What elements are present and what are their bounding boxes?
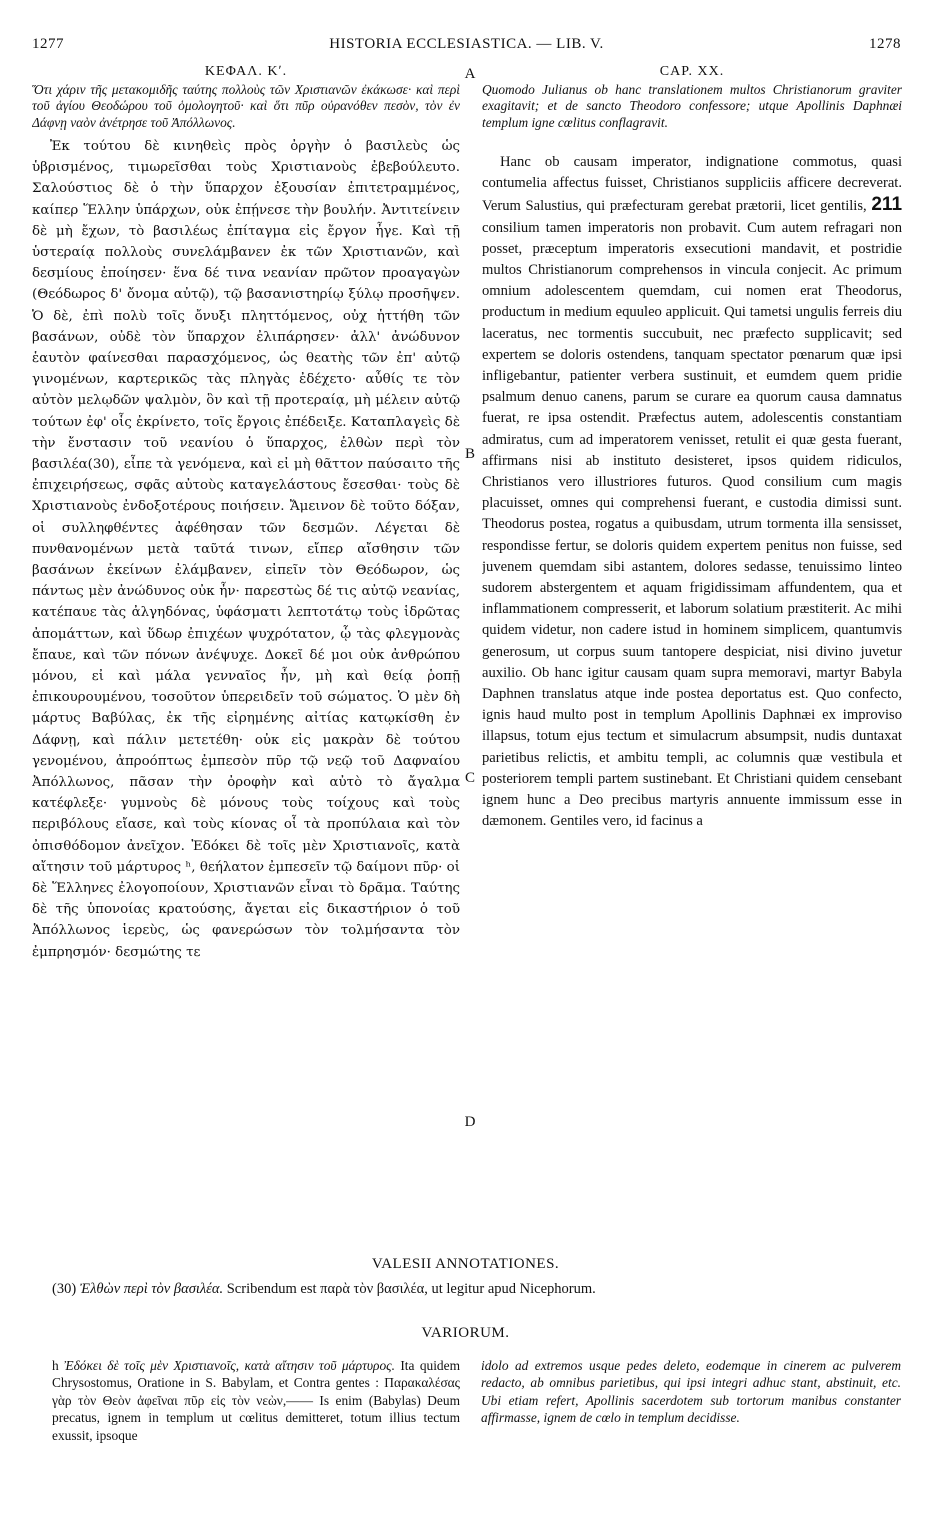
latin-column — [482, 62, 902, 1233]
greek-chapter-heading: ΚΕΦΑΛ. Κʹ. — [204, 64, 288, 79]
page-number-right: 1278 — [869, 36, 901, 52]
margin-letter-d: D — [464, 1114, 476, 1130]
greek-chapter-summary: Ὅτι χάριν τῆς μετακομιδῆς ταύτης πολλοὺς τῶν Χριστιανῶν ἐκάκωσε· καὶ περὶ τοῦ ἁγίου Θεοδώρου τοῦ ὁμολογητοῦ· καὶ ὅτι πῦρ οὐρανόθεν πεσὸν, τὸν ἐν Δάφνῃ ναὸν ἀνέτρησε τοῦ Ἀπόλλωνος. — [32, 82, 460, 130]
latin-text-part-2: consilium tamen imperatoris non probavit. Cum autem refragari non posset, præceptum imperatoris exsecutioni mandavit, et postridie multos Christianorum comprehensos in vincula conjecit. Ac primum omnium adolescentem quemdam, cui nomen erat Theodorus, productum in medium equuleo applicuit. Qui tametsi ungulis ferreis diu laceratus, nec tormentis succubuit, nec præfecto supplicavit; sed expertem se doloris ostendens, tanquam spectator pœnarum quæ ipsi infligebantur, patienter verbera sustinuit, et eumdem quem pridie psalmum denuo canens, parum se curare ea quorum causa damnatus fuerat, re ipsa ostendit. Præfectus autem, adolescentis constantiam admiratus, cum ad imperatorem venisset, retulit ei quæ gesta fuerant, affirmans nisi ab instituto desisteret, ipsos quidem ridiculos, Christianos vero illustriores futuros. Quod consilium cum magis placuisset, omnes qui comprehensi fuerant, e custodia dimissi sunt. Theodorus postea, rogatus a quibusdam, utrum tormenta illa sensisset, respondisse fertur, se doloris quidem expertem penitus non fuisse, sed juvenem quemdam sibi astantem, dolores sedasse, tenuissimo linteo sudorem abstergentem et aquam frigidissimam affundentem, qua et inflammationem compresserit, et laborum solatium præstiterit. Ac mihi quidem videtur, non cadere istud in hominem simplicem, quantumvis generosum, ut corpus suum tantopere despiciat, nisi divino juvetur auxilio. Ob hanc igitur causam quam supra memoravi, martyr Babyla Daphnen translatus atque inde postea deportatus est. Quo confecto, ignis haud multo post in templum Apollinis Daphnæi ex improviso illapsus, totum ejus tectum et simulacrum absumpsit, nudis duntaxat parietibus relictis, et ambitu templi, ac columnis quæ vestibula et posteriorem templi partem sustinebant. Et Christiani quidem censebant ignem hunc a Deo precibus martyris annuente immissum esse in dæmonem. Gentiles vero, id facinus a — [482, 219, 902, 830]
running-title: HISTORIA ECCLESIASTICA. — LIB. V. — [329, 36, 604, 52]
variorum-note-left — [52, 1357, 460, 1469]
marginal-page-number: 211 — [871, 194, 902, 216]
variorum-note-right: idolo ad extremos usque pedes deleto, eodemque in cinerem ac pulverem redacto, ab omnibus parietibus, qui ipsi integri adhuc stant, abstinuit, etc. Ubi etiam refert, Apollinis sacerdotem sub tortorum manibus constanter affirmasse, ignem de cœlo in templum decidisse. — [481, 1358, 901, 1426]
variorum-note-mark: h — [52, 1358, 59, 1373]
latin-chapter-summary: Quomodo Julianus ob hanc translationem multos Christianorum graviter exagitavit; et de sancto Theodoro confessore; utque Apollinis Daphnæi templum igne cœlitus conflagravit. — [482, 82, 902, 130]
variorum-note-text-left: Ita quidem Chrysostomus, Oratione in S. Babylam, et Contra gentes : Παρακαλέσας γὰρ τὸν Θεὸν ἀφεῖναι πῦρ εἰς τὸν νεὼν,—— Is enim (Babylas) Deum precatus, ignem in templum ut cœlitus demitteret, totum illius tectum exussit, ipsoque — [52, 1358, 460, 1443]
greek-column — [32, 62, 460, 1233]
running-head — [32, 36, 901, 58]
valesii-heading: VALESII ANNOTATIONES. — [371, 1256, 560, 1272]
valesii-note-text: Scribendum est παρὰ τὸν βασιλέα, ut legitur apud Nicephorum. — [226, 1281, 596, 1297]
variorum-note-lemma: Ἐδόκει δὲ τοῖς μὲν Χριστιανοῖς, κατὰ αἴτησιν τοῦ μάρτυρος. — [64, 1358, 395, 1373]
latin-body-text — [482, 152, 902, 833]
valesii-note-lemma: Ἐλθὼν περὶ τὸν βασιλέα. — [79, 1281, 224, 1297]
margin-letter-a: A — [464, 66, 476, 82]
latin-chapter-heading: CAP. XX. — [659, 64, 725, 79]
latin-text-part-1: Hanc ob causam imperator, indignatione commotus, quasi contumelia affectus fuisset, Christianos suppliciis afficere decreverat. Verum Salustius, qui præfecturam gerebat prætorii, licet gentilis, — [482, 153, 902, 215]
margin-letter-b: B — [464, 446, 475, 462]
valesii-note-number: (30) — [52, 1281, 77, 1297]
greek-body-text: Ἐκ τούτου δὲ κινηθεὶς πρὸς ὀργὴν ὁ βασιλεὺς ὡς ὑβρισμένος, τιμωρεῖσθαι τοὺς Χριστιανοὺς ἐβεβούλευτο. Σαλούστιος δὲ ὁ τὴν ὕπαρχον ἐξουσίαν ἐπιτετραμμένος, καίπερ Ἕλλην ὑπάρχων, οὐκ ἐπῄνεσε τὴν βουλήν. Ἀντιτείνειν δὲ μὴ ἔχων, τὸ βασιλέως ἐπίταγμα εἰς ἔργον ἦγε. Καὶ τῇ ὑστεραίᾳ πολλοὺς συνελάμβανεν ἐκ τῶν Χριστιανῶν, καὶ δεσμίους ἐποίησεν· ἕνα δέ τινα νεανίαν πρῶτον προαγαγὼν (Θεόδωρος δ' ὄνομα αὐτῷ), τῷ βασανιστηρίῳ ξύλῳ προσῆψεν. Ὁ δὲ, ἐπὶ πολὺ τοῖς ὄνυξι πληττόμενος, οὐχ ἡττήθη τῶν βασάνων, οὐδὲ τὸν ὕπαρχον ἐλιπάρησεν· ἀλλ' ἀνώδυνον ἑαυτὸν φαίνεσθαι παρασχόμενος, ὡς θεατὴς τῶν ἐπ' αὐτῷ γινομένων, καρτερικῶς τὰς πληγὰς ἐδέχετο· αὖθίς τε τὸν αὐτὸν μελῳδῶν ψαλμὸν, ὃν καὶ τῇ προτεραίᾳ, μὴ μέλειν αὐτῷ τούτων ἐφ' οἷς ἐκρίνετο, τοῖς ἔργοις ἐπέδειξε. Καταπλαγεὶς δὲ τὴν ἔνστασιν τοῦ νεανίου ὁ ὕπαρχος, ἐλθὼν περὶ τὸν βασιλέα(30), εἶπε τὰ γενόμενα, καὶ εἰ μὴ θᾶττον παύσαιτο τῆς ἐπιχειρήσεως, σφᾶς αὐτοὺς καταγελάστους ἔσεσθαι· τοὺς δὲ Χριστιανοὺς ἐνδοξοτέρους ποιήσειν. Ἄμεινον δὲ τοῦτο δόξαν, οἱ συλληφθέντες ἀφέθησαν τῶν δεσμῶν. Λέγεται δὲ πυνθανομένων μετὰ ταῦτά τινων, εἴπερ αἴσθησιν τῶν βασάνων ἐκείνων ἐλάμβανεν, εἰπεῖν τὸν Θεόδωρον, ὡς πάντως μὲν ἀνώδυνος οὐκ ἦν· παρεστὼς δέ τις αὐτῷ νεανίας, κατέπαυε τὰς ἀλγηδόνας, ὑφάσματι λεπτοτάτῳ τοὺς ἱδρῶτας ἀπομάττων, καὶ ὕδωρ ἐπιχέων ψυχρότατον, ᾧ τὰς φλεγμονὰς ἔπαυε, καὶ τῶν πόνων ἀνέψυχε. Δοκεῖ δέ μοι οὐκ ἀνθρώπου μόνου, εἰ καὶ μάλα γενναῖος ἦν, μὴ καὶ θείᾳ ῥοπῇ ἐπικουρουμένου, τοσοῦτον ὑπερειδεῖν τοῦ σώματος. Ὁ μὲν δὴ μάρτυς Βαβύλας, ἐκ τῆς εἰρημένης αἰτίας κατῳκίσθη ἐν Δάφνῃ, καὶ πάλιν μετετέθη· οὐκ εἰς μακρὰν δὲ τούτου γενομένου, ἀπροόπτως ἐμπεσὸν πῦρ τῷ νεῷ τοῦ Δαφναίου Ἀπόλλωνος, πᾶσαν τὴν ὀροφὴν καὶ αὐτὸ τὸ ἄγαλμα κατέφλεξε· γυμνοὺς δὲ μόνους τοὺς τοίχους καὶ τοὺς περιβόλους εἴασε, καὶ τοὺς κίονας οἷ τὰ προπύλαια καὶ τὸν ὀπισθόδομον ἀνεῖχον. Ἐδόκει δὲ τοῖς μὲν Χριστιανοῖς, κατὰ αἴτησιν τοῦ μάρτυρος ʰ, θεήλατον ἐμπεσεῖν τῷ δαίμονι πῦρ· οἱ δὲ Ἕλληνες ἐλογοποίουν, Χριστιανῶν εἶναι τὸ δρᾶμα. Ταύτης δὲ τῆς ὑπονοίας κρατούσης, ἄγεται εἰς δικαστήριον ὁ τοῦ Ἀπόλλωνος ἱερεὺς, ὡς φανερώσων τὸν τολμήσαντα τὸν ἐμπρησμόν· δεσμώτης τε — [32, 138, 460, 960]
margin-letter-c: C — [464, 770, 475, 786]
page-number-left: 1277 — [32, 36, 64, 52]
valesii-note — [52, 1279, 891, 1299]
variorum-heading: VARIORUM. — [421, 1325, 510, 1341]
